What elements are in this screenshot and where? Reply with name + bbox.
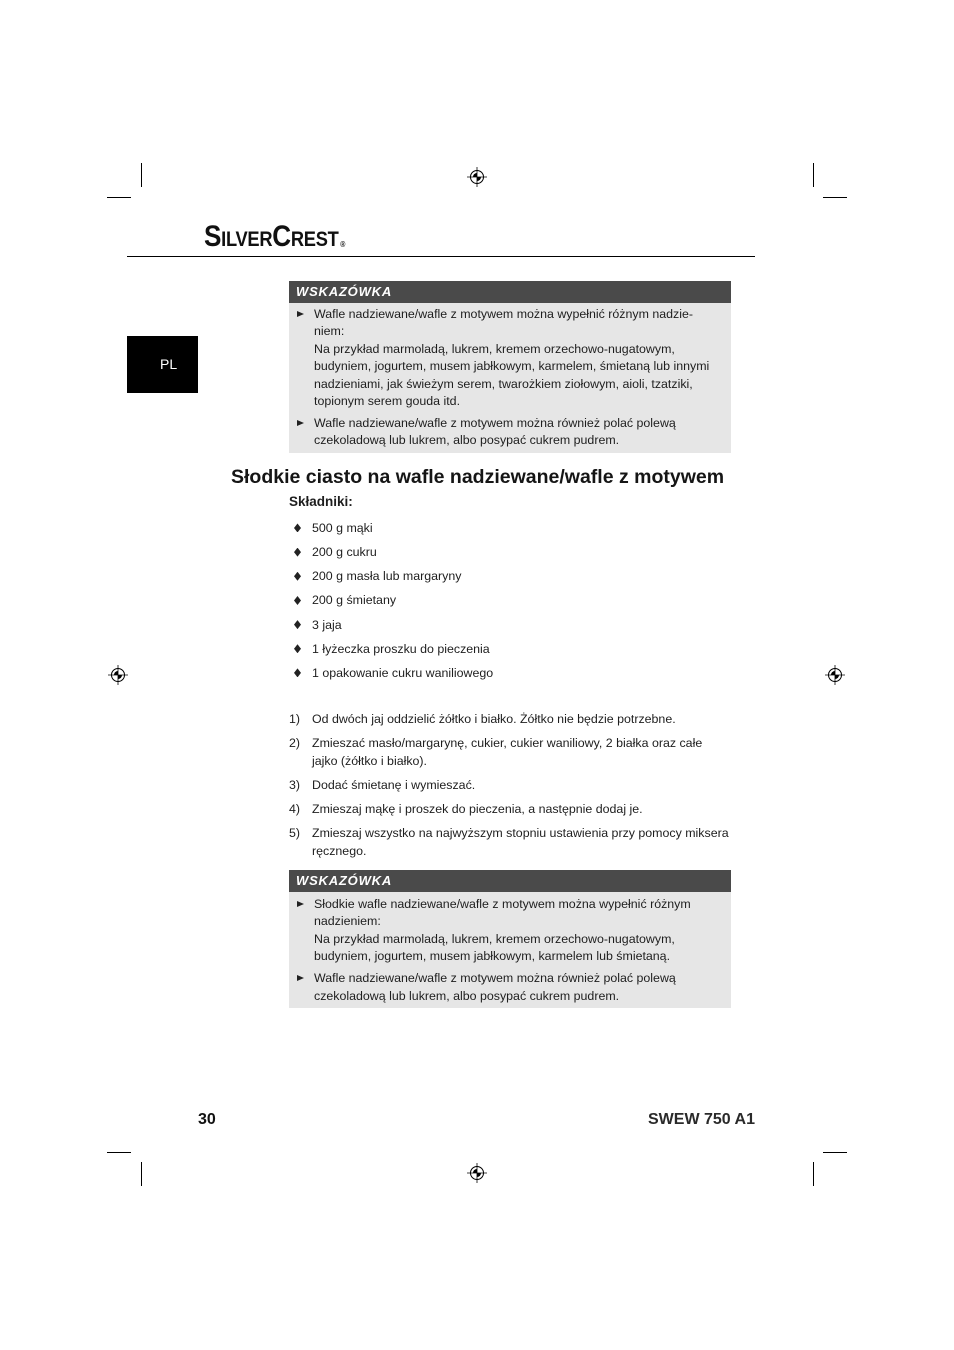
tip-line: niem: (314, 324, 345, 339)
step-number: 4) (289, 802, 301, 816)
tip-line: Słodkie wafle nadziewane/wafle z motywem można wypełnić różnym (314, 897, 691, 911)
step-text-line: jajko (żółtko i białko). (312, 754, 428, 768)
ingredient-item (289, 516, 731, 540)
triangle-right-icon (297, 901, 304, 907)
brand-logo-text: SilverCrest (204, 220, 339, 253)
tip-line: czekoladową lub lukrem, albo posypać cukrem pudrem. (314, 988, 620, 1003)
ingredient-text: 200 g cukru (312, 545, 377, 560)
step-item (289, 824, 731, 860)
ingredient-item (289, 637, 731, 661)
crop-mark (813, 1162, 814, 1186)
step-text-line: Zmieszaj wszystko na najwyższym stopniu ustawienia przy pomocy miksera (312, 826, 729, 840)
ingredient-item (289, 588, 731, 612)
triangle-right-icon (297, 311, 304, 317)
step-item (289, 776, 731, 794)
ingredient-text: 200 g śmietany (312, 593, 397, 608)
tip-box-bottom (289, 870, 731, 1008)
tip-line: Na przykład marmoladą, lukrem, kremem orzechowo-nugatowym, (314, 931, 675, 946)
diamond-icon (294, 668, 301, 677)
ingredient-item (289, 540, 731, 564)
ingredient-text: 500 g mąki (312, 520, 373, 535)
crop-mark (823, 1152, 847, 1153)
ingredients-label: Składniki: (289, 494, 353, 509)
language-tab (127, 336, 198, 393)
crop-mark (107, 197, 131, 198)
registration-target-icon (824, 664, 846, 686)
ingredient-text: 1 łyżeczka proszku do pieczenia (312, 641, 490, 656)
step-text-line: Dodać śmietanę i wymieszać. (312, 778, 476, 792)
crop-mark (141, 163, 142, 187)
tip-line: Wafle nadziewane/wafle z motywem można wypełnić różnym nadzie- (314, 307, 693, 321)
tip-box-header: WSKAZÓWKA (289, 281, 731, 303)
tip-box-body (289, 303, 731, 453)
tip-box-top (289, 281, 731, 453)
diamond-icon (294, 572, 301, 581)
step-text-line: Od dwóch jaj oddzielić żółtko i białko. Żółtko nie będzie potrzebne. (312, 712, 676, 726)
ingredient-text: 1 opakowanie cukru waniliowego (312, 665, 494, 680)
step-number: 2) (289, 736, 301, 750)
page-number: 30 (198, 1111, 216, 1128)
step-item (289, 734, 731, 770)
step-number: 5) (289, 826, 301, 840)
tip-box-header: WSKAZÓWKA (289, 870, 731, 892)
diamond-icon (294, 644, 301, 653)
tip-line: budyniem, jogurtem, musem jabłkowym, karmelem lub śmietaną. (314, 949, 671, 964)
registration-target-icon (466, 1162, 488, 1184)
step-number: 1) (289, 712, 301, 726)
tip-line: nadzieniem: (314, 914, 381, 929)
registration-target-icon (107, 664, 129, 686)
tip-line: Wafle nadziewane/wafle z motywem można również polać polewą (314, 416, 676, 431)
ingredient-item (289, 613, 731, 637)
crop-mark (823, 197, 847, 198)
crop-mark (107, 1152, 131, 1153)
tip-item (289, 415, 731, 450)
ingredient-text: 3 jaja (312, 617, 342, 632)
tip-line: Wafle nadziewane/wafle z motywem można również polać polewą (314, 971, 676, 986)
tip-box-body (289, 892, 731, 1008)
step-item (289, 710, 731, 728)
ingredient-item (289, 661, 731, 685)
tip-line: nadzieniami, jak świeżym serem, twarożkiem ziołowym, aioli, tzatziki, (314, 376, 693, 391)
ingredient-item (289, 564, 731, 588)
triangle-right-icon (297, 420, 304, 426)
step-text-line: Zmieszaj mąkę i proszek do pieczenia, a następnie dodaj je. (312, 802, 643, 816)
tip-item (289, 970, 731, 1005)
brand-logo (204, 222, 345, 252)
registration-target-icon (466, 166, 488, 188)
ingredient-text: 200 g masła lub margaryny (312, 569, 462, 584)
tip-line: czekoladową lub lukrem, albo posypać cukrem pudrem. (314, 433, 620, 448)
tip-line: topionym serem gouda itd. (314, 394, 461, 409)
tip-item (289, 896, 731, 966)
diamond-icon (294, 548, 301, 557)
step-item (289, 800, 731, 818)
ingredients-list (289, 516, 731, 685)
triangle-right-icon (297, 975, 304, 981)
steps-list (289, 710, 731, 866)
diamond-icon (294, 620, 301, 629)
crop-mark (141, 1162, 142, 1186)
model-number: SWEW 750 A1 (648, 1111, 755, 1128)
diamond-icon (294, 523, 301, 532)
crop-mark (813, 163, 814, 187)
language-tab-label: PL (160, 356, 178, 372)
step-number: 3) (289, 778, 301, 792)
diamond-icon (294, 596, 301, 605)
step-text-line: Zmieszać masło/margarynę, cukier, cukier waniliowy, 2 białka oraz całe (312, 736, 703, 750)
section-heading: Słodkie ciasto na wafle nadziewane/wafle z motywem (231, 466, 725, 488)
tip-line: budyniem, jogurtem, musem jabłkowym, karmelem, śmietaną lub innymi (314, 359, 710, 374)
tip-line: Na przykład marmoladą, lukrem, kremem orzechowo-nugatowym, (314, 341, 675, 356)
registered-mark: ® (340, 240, 346, 249)
header-rule (127, 256, 755, 257)
tip-item (289, 306, 731, 410)
step-text-line: ręcznego. (312, 844, 367, 858)
